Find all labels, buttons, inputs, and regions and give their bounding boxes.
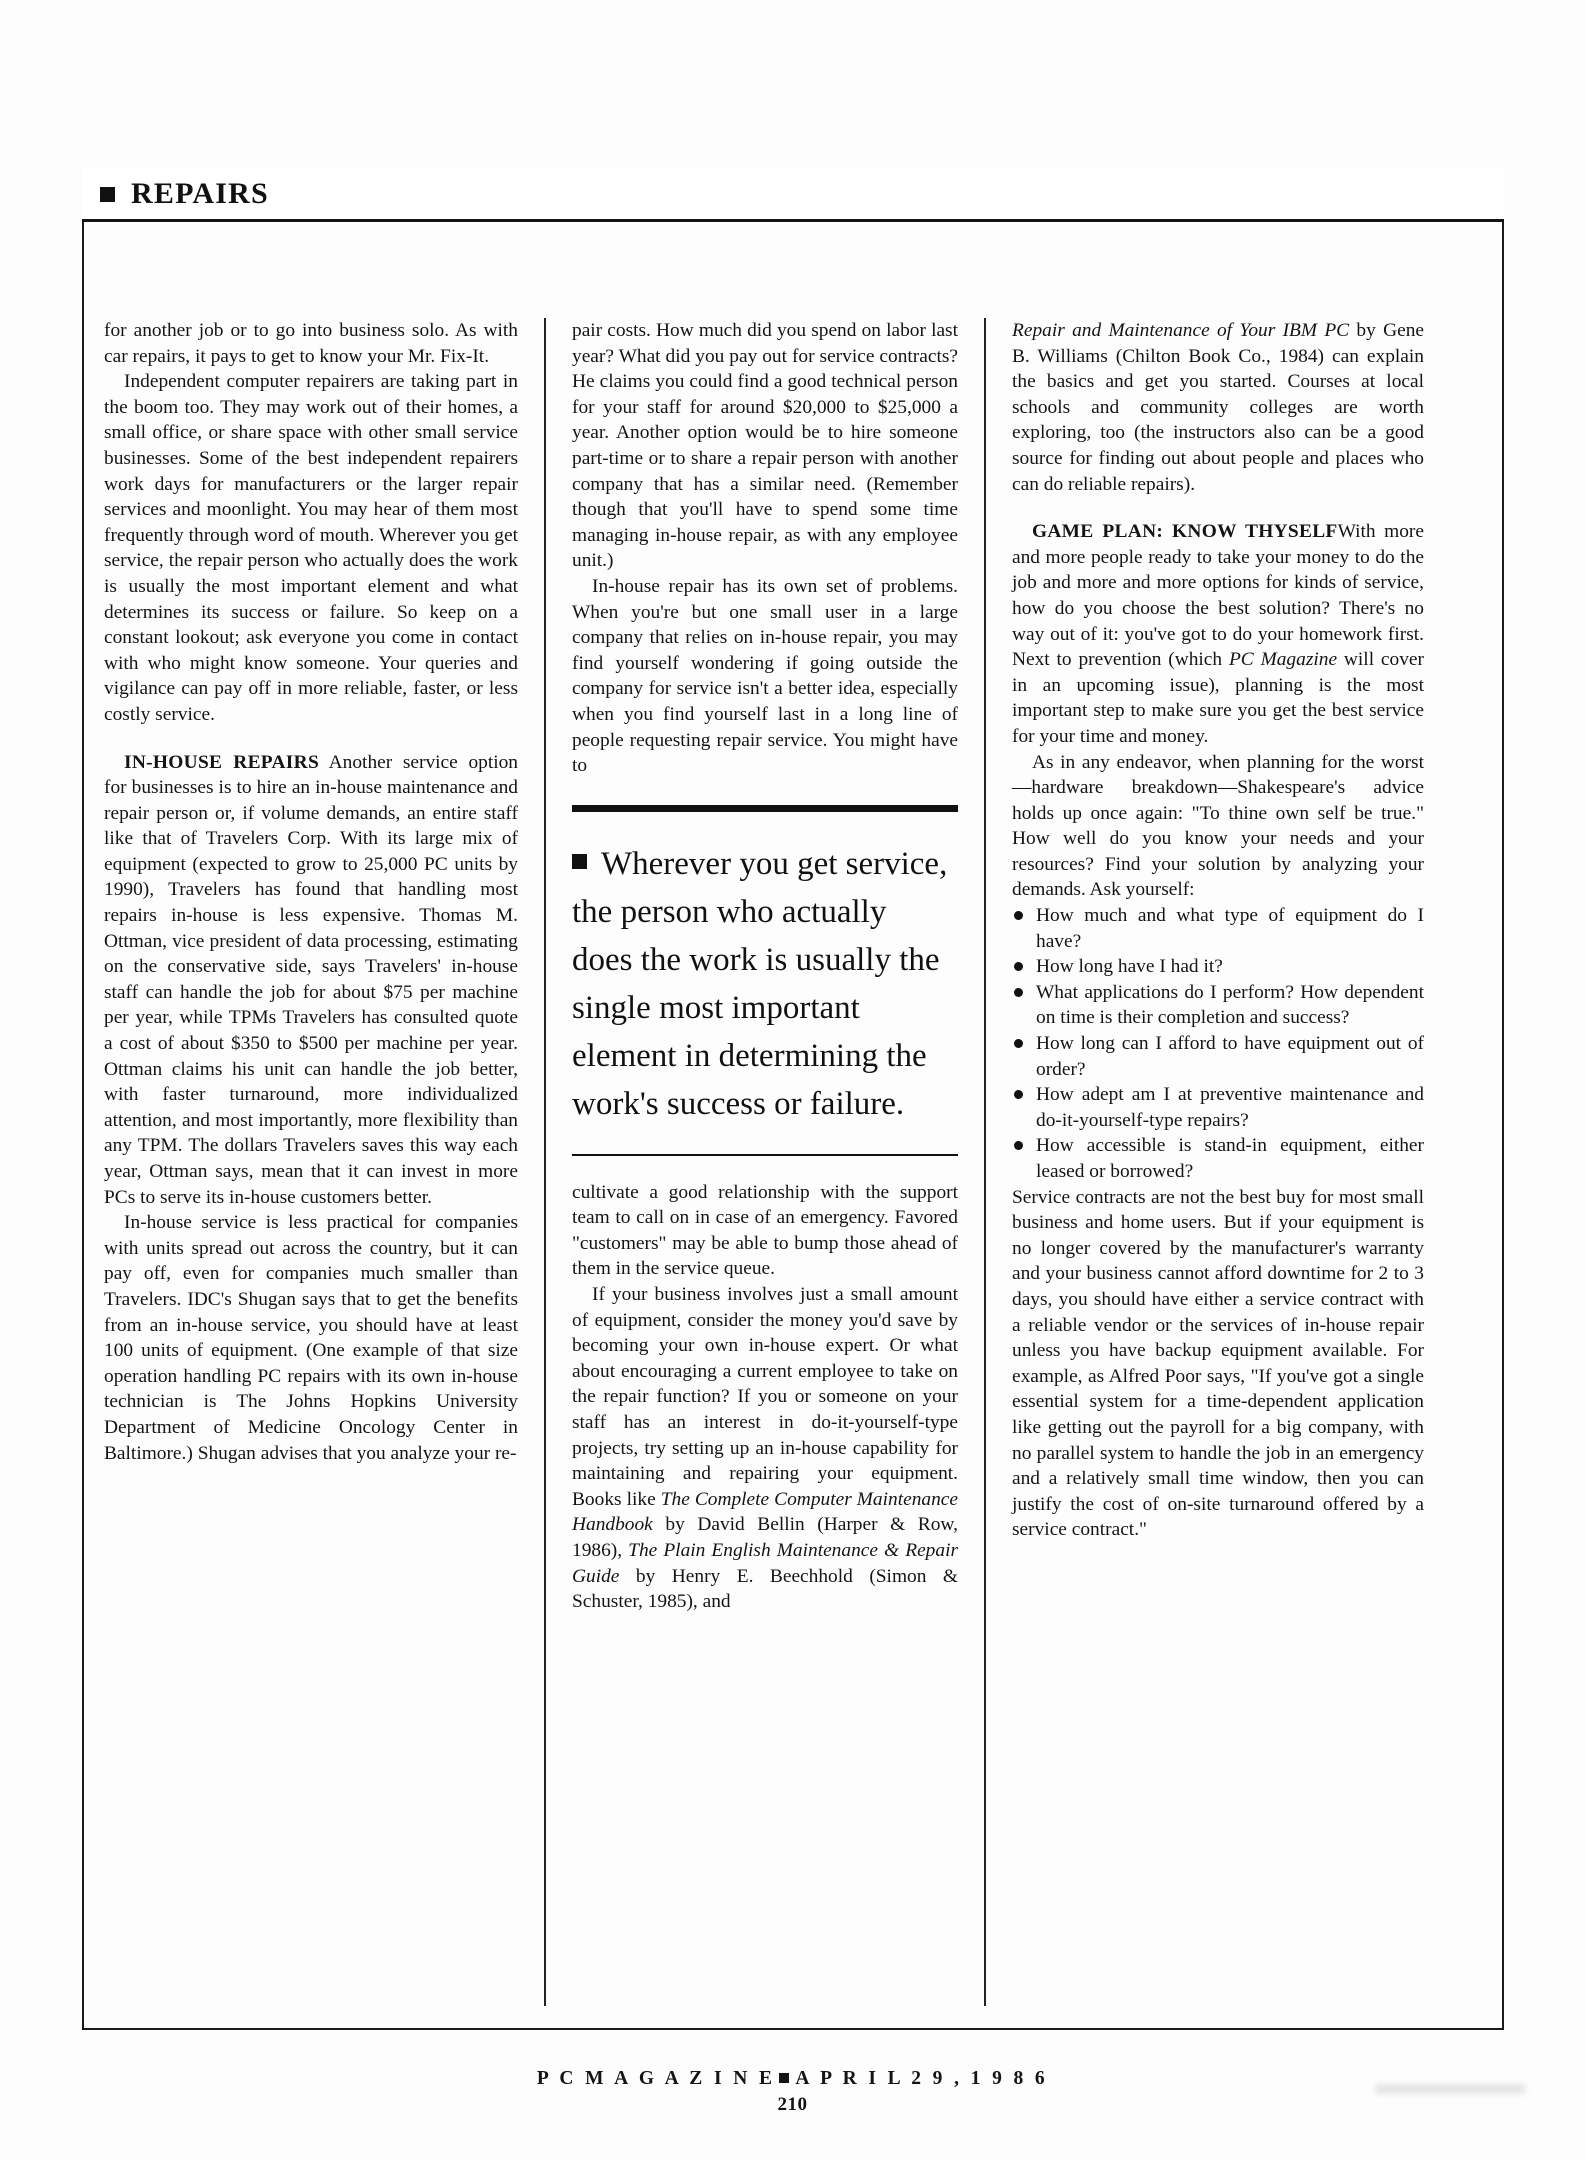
paragraph: pair costs. How much did you spend on labor last year? What did you pay out for service contracts? He claims you could find a good technical person for your staff for around $20,000 to $25,000 a year. Another option would be to hire someone part-time or to share a repair person with another company that has a similar need. (Remember though that you'll have to spend some time managing in-house repair, as with any employee unit.) xyxy=(572,320,958,572)
list-item-text: How much and what type of equipment do I have? xyxy=(1036,905,1424,952)
pull-quote-block xyxy=(572,805,958,1156)
text-column-3 xyxy=(984,318,1424,2006)
paragraph: for another job or to go into business solo. As with car repairs, it pays to get to know your Mr. Fix-It. xyxy=(104,320,518,367)
section-header-label: REPAIRS xyxy=(131,176,269,210)
square-bullet-icon xyxy=(779,2073,789,2083)
footer-line xyxy=(0,2068,1585,2090)
square-bullet-icon xyxy=(100,187,115,202)
paragraph: cultivate a good relationship with the support team to call on in case of an emergency. Favored "customers" may be able to bump those ahead of them in the service queue. xyxy=(572,1181,958,1280)
list-item-text: How adept am I at preventive maintenance and do-it-yourself-type repairs? xyxy=(1036,1084,1424,1131)
paragraph: Service contracts are not the best buy for most small business and home users. But if your equipment is no longer covered by the manufacturer's warranty and your business cannot afford downtime for 2 to 3 days, you should have either a service contract with a reliable vendor or the services of in-house repair unless you have backup equipment available. For example, as Alfred Poor says, "If you've got a single essential system for a time-dependent application like getting out the payroll for a big company, with no parallel system to handle the job in an emergency and a relatively small time window, then you can justify the cost of on-site turnaround offered by a service contract." xyxy=(1012,1186,1424,1541)
pull-quote-text: Wherever you get service, the person who actually does the work is usually the single most important element in determining the work's success or failure. xyxy=(572,845,948,1122)
list-item-text: What applications do I perform? How dependent on time is their completion and success? xyxy=(1036,981,1424,1029)
round-bullet-icon xyxy=(1014,1090,1023,1099)
square-bullet-icon xyxy=(572,854,587,869)
list-item xyxy=(1012,1133,1424,1184)
list-item-text: How long can I afford to have equipment out of order? xyxy=(1036,1033,1424,1080)
list-item xyxy=(1012,903,1424,954)
round-bullet-icon xyxy=(1014,1039,1023,1048)
text-column-2 xyxy=(544,318,984,2006)
three-column-body xyxy=(104,318,1484,2006)
paragraph: In-house service is less practical for companies with units spread out across the country, but it can pay off, even for companies much smaller than Travelers. IDC's Shugan says that to get the benefits from an in-house service, you should have at least 100 units of equipment. (One example of that size operation handling PC repairs with its own in-house technician is The Johns Hopkins University Department of Medicine Oncology Center in Baltimore.) Shugan advises that you analyze your re- xyxy=(104,1212,518,1464)
paragraph: In-house repair has its own set of problems. When you're but one small user in a large company that relies on in-house repair, you may find yourself wondering if going outside the company for service isn't a better idea, especially when you find yourself last in a long line of people requesting repair service. You might have to xyxy=(572,575,958,777)
list-item-text: How accessible is stand-in equipment, either leased or borrowed? xyxy=(1036,1135,1424,1182)
round-bullet-icon xyxy=(1014,911,1023,920)
scan-artifact xyxy=(1375,2084,1525,2094)
magazine-name: PC Magazine xyxy=(1228,649,1338,671)
paragraph-book-reference xyxy=(1012,318,1424,497)
round-bullet-icon xyxy=(1014,962,1023,971)
section-header xyxy=(82,168,1504,222)
list-item xyxy=(1012,980,1424,1031)
footer-publication: P C M A G A Z I N E xyxy=(536,2068,776,2089)
book-credit: by Henry E. Beechhold (Simon & Schuster, 1985), and xyxy=(572,1565,958,1613)
book-credit: by Gene B. Williams (Chilton Book Co., 1984) can explain the basics and get you started. Courses at local schools and community colleges are worth exploring, too (the instructors also can be a good source for finding out about people and places who can do reliable repairs). xyxy=(1012,320,1424,495)
paragraph: Independent computer repairers are taking part in the boom too. They may work out of their homes, a small office, or share space with other small service businesses. Some of the best independent repairers work days for manufacturers or the larger repair services and moonlight. You may hear of them most frequently through word of mouth. Wherever you get service, the repair person who actually does the work is usually the most important element and what determines its success or failure. So keep on a constant lookout; ask everyone you come in contact with who might know someone. Your queries and vigilance can pay off in more reliable, faster, or less costly service. xyxy=(104,371,518,725)
book-title: The Complete Computer Maintenance Handbook xyxy=(572,1488,959,1536)
subsection-body: Another service option for businesses is to hire an in-house maintenance and repair person or, if volume demands, an entire staff like that of Travelers Corp. With its large mix of equipment (expected to grow to 25,000 PC units by 1990), Travelers has found that handling most repairs in-house is less expensive. Thomas M. Ottman, vice president of data processing, estimating on the conservative side, says Travelers' in-house staff can handle the job for about $75 per machine per year, while TPMs Travelers has consulted quote a cost of about $350 to $500 per machine per year. Ottman claims his unit can handle the job better, with faster turnaround, more individualized attention, and most importantly, more flexibility than any TPM. The dollars Travelers saves this way each year, Ottman says, mean that it can invest in more PCs to serve its in-house customers better. xyxy=(104,751,519,1208)
text-column-1 xyxy=(104,318,544,2006)
page-number: 210 xyxy=(777,2094,808,2115)
list-item xyxy=(1012,954,1424,980)
book-credit: by David Bellin (Harper & Row, 1986), xyxy=(572,1514,958,1561)
round-bullet-icon xyxy=(1014,1141,1023,1150)
book-title: The Plain English Maintenance & Repair Guide xyxy=(572,1540,958,1587)
subsection-in-house-repairs xyxy=(104,750,518,1211)
list-item-text: How long have I had it? xyxy=(1036,956,1223,978)
book-title: Repair and Maintenance of Your IBM PC xyxy=(1012,320,1350,341)
subsection-body-pre: With more and more people ready to take your money to do the job and more and more options for kinds of service, how do you choose the best solution? There's no way out of it: you've got to do your homework first. Next to prevention (which xyxy=(1012,521,1424,671)
subsection-game-plan xyxy=(1012,519,1424,749)
paragraph-lead: If your business involves just a small amount of equipment, consider the money you'd save by becoming your own in-house expert. Or what about encouraging a current employee to take on the repair function? If you or someone on your staff has an interest in do-it-yourself-type projects, try setting up an in-house capability for maintaining and repairing your equipment. Books like xyxy=(572,1284,958,1510)
page-footer xyxy=(0,2068,1585,2116)
footer-issue-date: A P R I L 2 9 , 1 9 8 6 xyxy=(795,2068,1049,2089)
list-item xyxy=(1012,1031,1424,1082)
pull-quote-text-row xyxy=(572,840,954,1128)
paragraph: As in any endeavor, when planning for the worst—hardware breakdown—Shakespeare's advice holds up once again: "To thine own self be true." How well do you know your needs and your resources? Find your solution by analyzing your demands. Ask yourself: xyxy=(1012,751,1424,901)
subsection-heading: GAME PLAN: KNOW THYSELF xyxy=(1032,521,1338,543)
list-item xyxy=(1012,1082,1424,1133)
round-bullet-icon xyxy=(1014,988,1023,997)
self-assessment-question-list xyxy=(1012,903,1424,1185)
subsection-body-post: will cover in an upcoming issue), planning is the most important step to make sure you get the best service for your time and money. xyxy=(1012,649,1424,747)
paragraph-with-book-titles xyxy=(572,1282,958,1615)
subsection-heading: IN-HOUSE REPAIRS xyxy=(124,751,320,773)
